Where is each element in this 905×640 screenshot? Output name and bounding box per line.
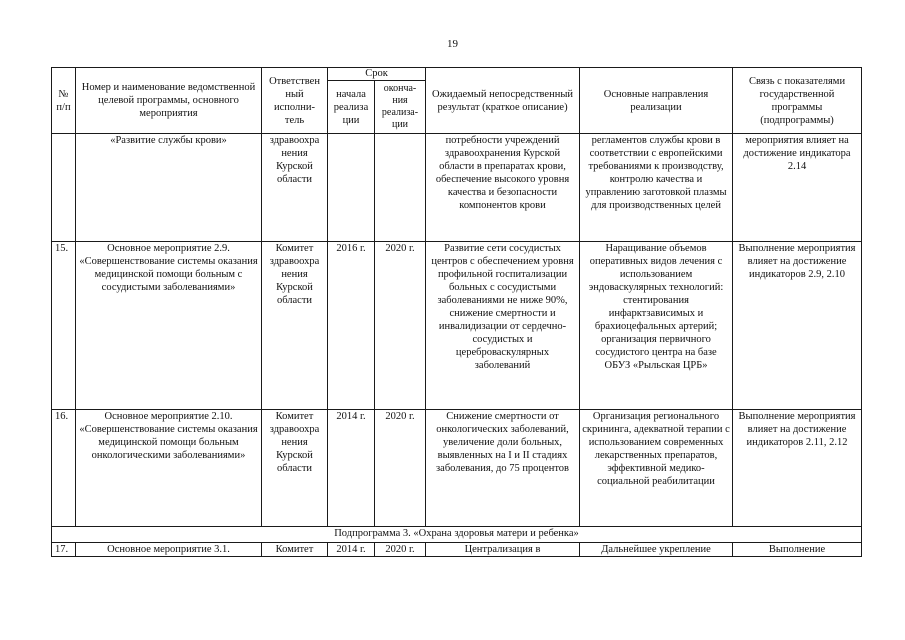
row-name: «Развитие службы крови» (76, 134, 262, 242)
row-responsible: Комитет здравоохра нения Курской области (262, 410, 328, 527)
section-title: Подпрограмма 3. «Охрана здоровья матери и ребенка» (52, 527, 862, 543)
row-responsible: Комитет (262, 543, 328, 557)
header-row-top (52, 68, 862, 81)
row-directions: Организация регионального скрининга, адекватной терапии с использованием современных лекарственных препаратов, эффективной медико-социальной реабилитации (580, 410, 733, 527)
header-num: № п/п (52, 68, 76, 134)
row-link: Выполнение (733, 543, 862, 557)
row-expected: Централизация в (426, 543, 580, 557)
row-num: 17. (52, 543, 76, 557)
row-num (52, 134, 76, 242)
row-name: Основное мероприятие 2.10. «Совершенствование системы оказания медицинской помощи больным онкологическими заболеваниями» (76, 410, 262, 527)
row-start (328, 134, 375, 242)
row-link: Выполнение мероприятия влияет на достижение индикаторов 2.11, 2.12 (733, 410, 862, 527)
table-row (52, 410, 862, 527)
header-directions: Основные направления реализации (580, 68, 733, 134)
row-start: 2016 г. (328, 242, 375, 410)
section-row (52, 527, 862, 543)
row-responsible: здравоохра нения Курской области (262, 134, 328, 242)
header-link: Связь с показателями государственной программы (подпрограммы) (733, 68, 862, 134)
header-term-end: оконча- ния реализа- ции (375, 81, 426, 134)
header-expected: Ожидаемый непосредственный результат (краткое описание) (426, 68, 580, 134)
page-number: 19 (447, 38, 458, 50)
header-term-start: начала реализа ции (328, 81, 375, 134)
row-end: 2020 г. (375, 410, 426, 527)
row-expected: потребности учреждений здравоохранения Курской области в препаратах крови, обеспечение высокого уровня качества и безопасности компонентов крови (426, 134, 580, 242)
row-num: 16. (52, 410, 76, 527)
row-link: мероприятия влияет на достижение индикатора 2.14 (733, 134, 862, 242)
row-end: 2020 г. (375, 242, 426, 410)
header-name: Номер и наименование ведомственной целевой программы, основного мероприятия (76, 68, 262, 134)
row-num: 15. (52, 242, 76, 410)
row-directions: Наращивание объемов оперативных видов лечения с использованием эндоваскулярных технологий: стентирования инфарктзависимых и брахиоцефальных артерий; организация первичного сосудистого центра на базе ОБУЗ «Рыльская ЦРБ» (580, 242, 733, 410)
header-term: Срок (328, 68, 426, 81)
table-row (52, 543, 862, 557)
header-responsible: Ответствен ный исполни- тель (262, 68, 328, 134)
row-link: Выполнение мероприятия влияет на достижение индикаторов 2.9, 2.10 (733, 242, 862, 410)
row-expected: Снижение смертности от онкологических заболеваний, увеличение доли больных, выявленных на I и II стадиях заболевания, до 75 процентов (426, 410, 580, 527)
program-table (51, 67, 862, 557)
row-start: 2014 г. (328, 543, 375, 557)
row-name: Основное мероприятие 2.9. «Совершенствование системы оказания медицинской помощи больным с сосудистыми заболеваниями» (76, 242, 262, 410)
row-expected: Развитие сети сосудистых центров с обеспечением уровня профильной госпитализации больных с сосудистыми заболеваниями не ниже 90%, снижение смертности и инвалидизации от сердечно-сосудистых и цереброваскулярных заболеваний (426, 242, 580, 410)
row-end: 2020 г. (375, 543, 426, 557)
row-responsible: Комитет здравоохра нения Курской области (262, 242, 328, 410)
row-start: 2014 г. (328, 410, 375, 527)
row-end (375, 134, 426, 242)
row-directions: регламентов службы крови в соответствии с европейскими требованиями к производству, контролю качества и управлению заготовкой плазмы для производственных целей (580, 134, 733, 242)
row-directions: Дальнейшее укрепление (580, 543, 733, 557)
table-row (52, 242, 862, 410)
row-name: Основное мероприятие 3.1. (76, 543, 262, 557)
table-row (52, 134, 862, 242)
